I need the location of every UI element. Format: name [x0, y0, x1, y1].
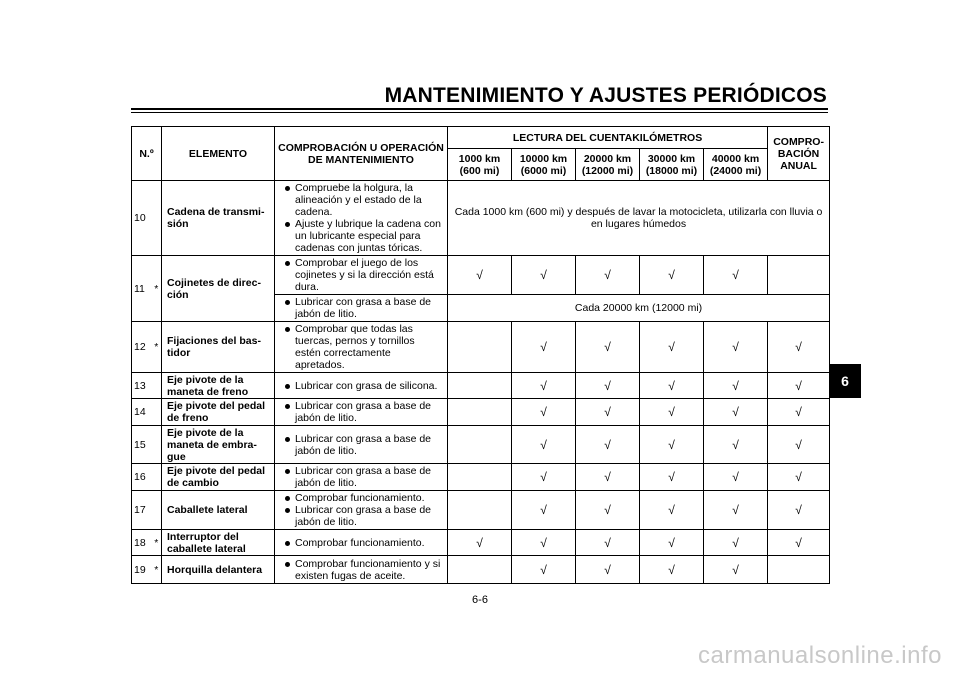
check-mark: √	[512, 322, 576, 373]
row-operation	[275, 426, 448, 464]
row-element: Caballete lateral	[162, 491, 275, 530]
row-element: Eje pivote de la maneta de embra- gue	[162, 426, 275, 464]
check-mark: √	[576, 322, 640, 373]
row-element: Eje pivote del pedal de freno	[162, 399, 275, 426]
check-mark: √	[448, 256, 512, 295]
row-star: *	[152, 322, 162, 373]
header-element: ELEMENTO	[162, 127, 275, 181]
check-mark: √	[768, 530, 830, 556]
operation-item: Comprobar funcionamiento.	[295, 537, 443, 549]
check-mark: √	[640, 491, 704, 530]
empty-cell	[448, 373, 512, 399]
row-element: Cojinetes de direc- ción	[162, 256, 275, 322]
header-km-5: 40000 km (24000 mi)	[704, 149, 768, 181]
row-number: 11	[132, 256, 152, 322]
header-annual: COMPRO- BACIÓN ANUAL	[768, 127, 830, 181]
operation-item: Lubricar con grasa a base de jabón de litio.	[295, 400, 443, 424]
check-mark: √	[576, 530, 640, 556]
check-mark: √	[512, 399, 576, 426]
row-star	[152, 426, 162, 464]
operation-item: Lubricar con grasa a base de jabón de litio.	[295, 504, 443, 528]
check-mark: √	[704, 464, 768, 491]
row-number: 12	[132, 322, 152, 373]
row-operation	[275, 295, 448, 322]
operation-item: Comprobar funcionamiento.	[295, 492, 443, 504]
row-star	[152, 491, 162, 530]
check-mark: √	[640, 426, 704, 464]
check-mark: √	[576, 373, 640, 399]
check-mark: √	[512, 256, 576, 295]
row-operation	[275, 556, 448, 584]
check-mark: √	[768, 399, 830, 426]
header-operation: COMPROBACIÓN U OPERACIÓN DE MANTENIMIENTO	[275, 127, 448, 181]
table-row	[132, 491, 830, 530]
table-row	[132, 256, 830, 295]
check-mark: √	[704, 426, 768, 464]
table-row	[132, 399, 830, 426]
operation-item: Lubricar con grasa a base de jabón de litio.	[295, 433, 443, 457]
row-operation	[275, 464, 448, 491]
check-mark: √	[576, 426, 640, 464]
check-mark: √	[576, 464, 640, 491]
row-number: 13	[132, 373, 152, 399]
row-number: 16	[132, 464, 152, 491]
check-mark: √	[512, 373, 576, 399]
empty-cell	[448, 464, 512, 491]
operation-item: Lubricar con grasa a base de jabón de litio.	[295, 465, 443, 489]
interval-note: Cada 20000 km (12000 mi)	[448, 295, 830, 322]
operation-item: Comprobar el juego de los cojinetes y si la dirección está dura.	[295, 257, 443, 293]
row-element: Interruptor del caballete lateral	[162, 530, 275, 556]
table-row	[132, 181, 830, 256]
check-mark: √	[704, 491, 768, 530]
check-mark: √	[704, 556, 768, 584]
row-operation	[275, 181, 448, 256]
check-mark: √	[576, 556, 640, 584]
table-row	[132, 426, 830, 464]
check-mark: √	[576, 491, 640, 530]
empty-cell	[448, 399, 512, 426]
check-mark: √	[640, 464, 704, 491]
row-element: Fijaciones del bas- tidor	[162, 322, 275, 373]
watermark: carmanualsonline.info	[698, 642, 942, 669]
row-operation	[275, 491, 448, 530]
row-element: Horquilla delantera	[162, 556, 275, 584]
check-mark: √	[768, 373, 830, 399]
row-number: 14	[132, 399, 152, 426]
table-row	[132, 556, 830, 584]
row-operation	[275, 256, 448, 295]
check-mark: √	[704, 256, 768, 295]
maintenance-table	[131, 126, 830, 584]
check-mark: √	[704, 399, 768, 426]
row-star: *	[152, 556, 162, 584]
header-km-3: 20000 km (12000 mi)	[576, 149, 640, 181]
row-element: Eje pivote del pedal de cambio	[162, 464, 275, 491]
row-star	[152, 181, 162, 256]
check-mark: √	[768, 322, 830, 373]
row-star	[152, 373, 162, 399]
check-mark: √	[704, 322, 768, 373]
row-number: 19	[132, 556, 152, 584]
check-mark: √	[512, 556, 576, 584]
row-star	[152, 399, 162, 426]
empty-cell	[448, 426, 512, 464]
header-km-4: 30000 km (18000 mi)	[640, 149, 704, 181]
empty-cell	[448, 322, 512, 373]
operation-item: Comprobar que todas las tuercas, pernos y tornillos estén correctamente apretados.	[295, 323, 443, 371]
table-row	[132, 373, 830, 399]
check-mark: √	[640, 556, 704, 584]
operation-item: Lubricar con grasa de silicona.	[295, 380, 443, 392]
row-star: *	[152, 530, 162, 556]
row-operation	[275, 530, 448, 556]
check-mark: √	[640, 530, 704, 556]
row-number: 18	[132, 530, 152, 556]
interval-note: Cada 1000 km (600 mi) y después de lavar la motocicleta, utilizarla con lluvia o en lugares húmedos	[448, 181, 830, 256]
check-mark: √	[640, 399, 704, 426]
check-mark: √	[576, 256, 640, 295]
title-rule-thin	[131, 112, 828, 113]
empty-cell	[448, 556, 512, 584]
empty-cell	[448, 491, 512, 530]
check-mark: √	[704, 373, 768, 399]
check-mark: √	[768, 426, 830, 464]
operation-item: Compruebe la holgura, la alineación y el estado de la cadena.	[295, 182, 443, 218]
operation-item: Comprobar funcionamiento y si existen fugas de aceite.	[295, 558, 443, 582]
row-star	[152, 464, 162, 491]
table-row	[132, 464, 830, 491]
header-km-2: 10000 km (6000 mi)	[512, 149, 576, 181]
row-number: 17	[132, 491, 152, 530]
operation-item: Ajuste y lubrique la cadena con un lubricante especial para cadenas con juntas tóricas.	[295, 218, 443, 254]
check-mark: √	[768, 491, 830, 530]
check-mark: √	[640, 256, 704, 295]
table-row	[132, 530, 830, 556]
chapter-tab: 6	[829, 364, 861, 398]
check-mark: √	[640, 373, 704, 399]
check-mark: √	[768, 464, 830, 491]
row-element: Eje pivote de la maneta de freno	[162, 373, 275, 399]
title-rule	[131, 108, 828, 110]
row-number: 10	[132, 181, 152, 256]
header-no: N.º	[132, 127, 162, 181]
table-row	[132, 322, 830, 373]
header-km-1: 1000 km (600 mi)	[448, 149, 512, 181]
check-mark: √	[640, 322, 704, 373]
empty-cell	[768, 256, 830, 295]
row-star: *	[152, 256, 162, 322]
check-mark: √	[512, 464, 576, 491]
page-number: 6-6	[472, 594, 488, 606]
check-mark: √	[576, 399, 640, 426]
row-operation	[275, 399, 448, 426]
row-operation	[275, 373, 448, 399]
check-mark: √	[704, 530, 768, 556]
check-mark: √	[448, 530, 512, 556]
header-odometer: LECTURA DEL CUENTAKILÓMETROS	[448, 127, 768, 149]
row-element: Cadena de transmi- sión	[162, 181, 275, 256]
check-mark: √	[512, 491, 576, 530]
empty-cell	[768, 556, 830, 584]
row-operation	[275, 322, 448, 373]
page-title: MANTENIMIENTO Y AJUSTES PERIÓDICOS	[384, 84, 827, 107]
row-number: 15	[132, 426, 152, 464]
operation-item: Lubricar con grasa a base de jabón de litio.	[295, 296, 443, 320]
check-mark: √	[512, 530, 576, 556]
check-mark: √	[512, 426, 576, 464]
